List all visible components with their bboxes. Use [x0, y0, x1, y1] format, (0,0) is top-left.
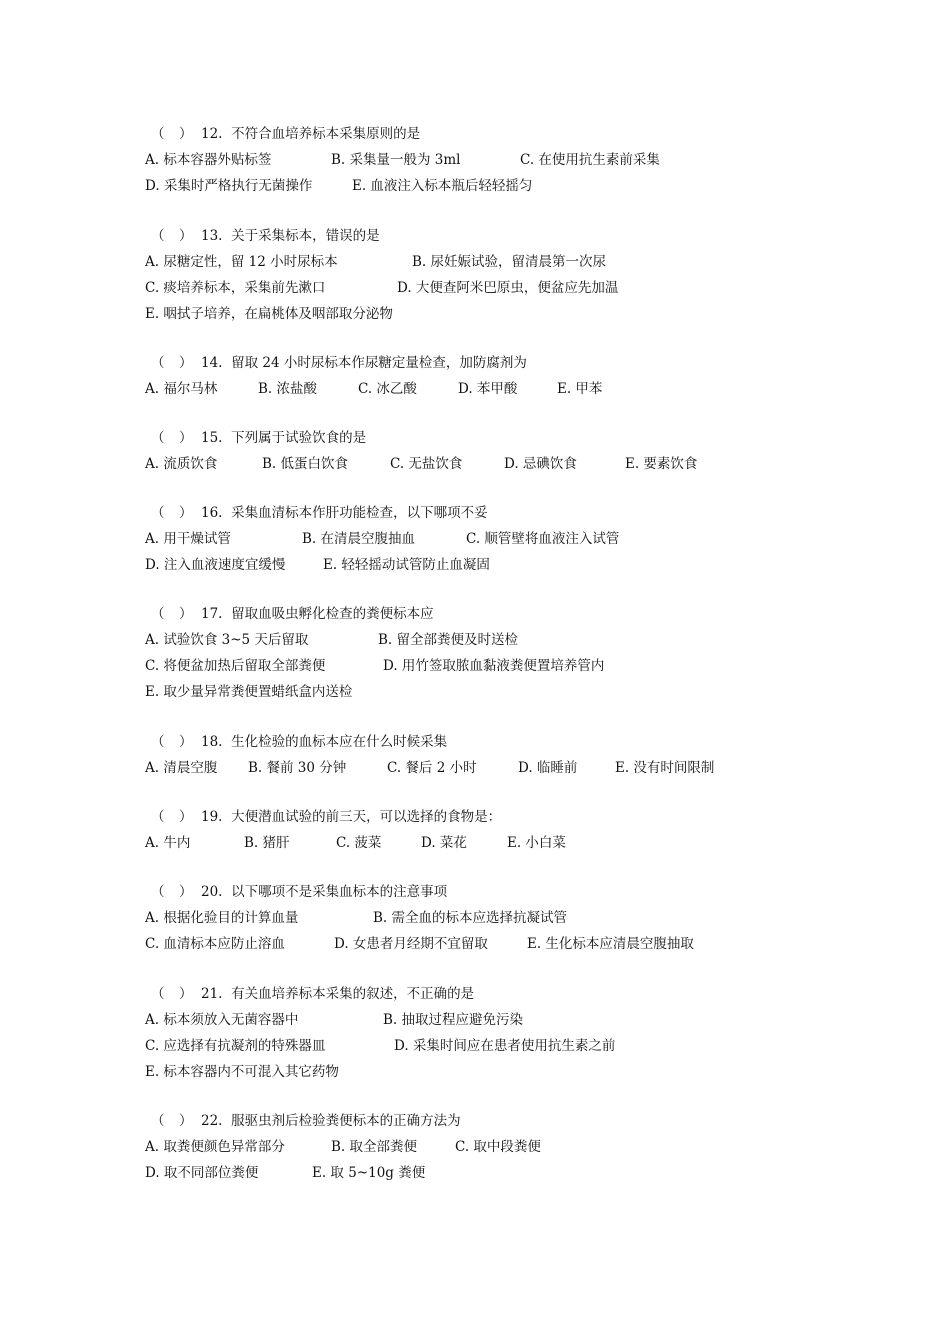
question-13-stem: 13. 关于采集标本，错误的是 — [201, 228, 380, 244]
question-16-stem: 16. 采集血清标本作肝功能检查，以下哪项不妥 — [201, 505, 488, 521]
option-b: B. 尿妊娠试验，留清晨第一次尿 — [412, 254, 607, 270]
answer-paren-close: ） — [179, 606, 193, 622]
option-b: B. 取全部粪便 — [331, 1139, 418, 1155]
answer-paren-open: （ — [151, 430, 165, 446]
option-e: E. 甲苯 — [557, 381, 603, 397]
option-d: D. 采集时严格执行无菌操作 — [145, 178, 313, 194]
answer-paren-close: ） — [179, 505, 193, 521]
option-e: E. 取少量异常粪便置蜡纸盒内送检 — [145, 684, 353, 700]
answer-paren-close: ） — [179, 228, 193, 244]
answer-paren-open: （ — [151, 986, 165, 1002]
question-21-stem: 21. 有关血培养标本采集的叙述，不正确的是 — [201, 986, 475, 1002]
option-b: B. 浓盐酸 — [258, 381, 318, 397]
answer-paren-open: （ — [151, 355, 165, 371]
option-b: B. 留全部粪便及时送检 — [378, 632, 519, 648]
question-22-stem: 22. 服驱虫剂后检验粪便标本的正确方法为 — [201, 1113, 461, 1129]
answer-paren-open: （ — [151, 809, 165, 825]
option-b: B. 在清晨空腹抽血 — [302, 531, 416, 547]
answer-paren-close: ） — [179, 355, 193, 371]
option-a: A. 用干燥试管 — [145, 531, 231, 547]
answer-paren-close: ） — [179, 430, 193, 446]
question-19-stem: 19. 大便潜血试验的前三天，可以选择的食物是： — [201, 809, 502, 825]
option-c: C. 应选择有抗凝剂的特殊器皿 — [145, 1038, 326, 1054]
option-e: E. 标本容器内不可混入其它药物 — [145, 1064, 339, 1080]
option-c: C. 血清标本应防止溶血 — [145, 936, 285, 952]
option-d: D. 苯甲酸 — [458, 381, 518, 397]
answer-paren-open: （ — [151, 126, 165, 142]
question-15-stem: 15. 下列属于试验饮食的是 — [201, 430, 367, 446]
option-c: C. 无盐饮食 — [390, 456, 463, 472]
option-d: D. 采集时间应在患者使用抗生素之前 — [394, 1038, 616, 1054]
answer-paren-close: ） — [179, 884, 193, 900]
option-c: C. 在使用抗生素前采集 — [520, 152, 660, 168]
option-e: E. 取 5~10g 粪便 — [312, 1165, 426, 1181]
option-a: A. 标本须放入无菌容器中 — [145, 1012, 299, 1028]
option-d: D. 忌碘饮食 — [504, 456, 577, 472]
option-e: E. 咽拭子培养，在扁桃体及咽部取分泌物 — [145, 306, 393, 322]
option-a: A. 试验饮食 3~5 天后留取 — [145, 632, 309, 648]
option-e: E. 血液注入标本瓶后轻轻摇匀 — [352, 178, 533, 194]
option-d: D. 注入血液速度宜缓慢 — [145, 557, 286, 573]
option-b: B. 需全血的标本应选择抗凝试管 — [373, 910, 568, 926]
option-a: A. 福尔马林 — [145, 381, 218, 397]
answer-paren-close: ） — [179, 1113, 193, 1129]
option-d: D. 菜花 — [421, 835, 467, 851]
answer-paren-close: ） — [179, 734, 193, 750]
answer-paren-open: （ — [151, 1113, 165, 1129]
option-e: E. 生化标本应清晨空腹抽取 — [527, 936, 694, 952]
option-a: A. 流质饮食 — [145, 456, 218, 472]
option-b: B. 抽取过程应避免污染 — [383, 1012, 524, 1028]
option-b: B. 低蛋白饮食 — [262, 456, 349, 472]
option-c: C. 取中段粪便 — [455, 1139, 541, 1155]
option-a: A. 清晨空腹 — [145, 760, 218, 776]
question-20-stem: 20. 以下哪项不是采集血标本的注意事项 — [201, 884, 448, 900]
question-14-stem: 14. 留取 24 小时尿标本作尿糖定量检查，加防腐剂为 — [201, 355, 527, 371]
option-c: C. 顺管壁将血液注入试管 — [466, 531, 620, 547]
option-e: E. 轻轻摇动试管防止血凝固 — [323, 557, 490, 573]
option-c: C. 餐后 2 小时 — [387, 760, 477, 776]
option-e: E. 小白菜 — [507, 835, 566, 851]
question-17-stem: 17. 留取血吸虫孵化检查的粪便标本应 — [201, 606, 434, 622]
option-e: E. 要素饮食 — [625, 456, 698, 472]
option-c: C. 痰培养标本，采集前先漱口 — [145, 280, 326, 296]
option-d: D. 临睡前 — [518, 760, 578, 776]
option-d: D. 女患者月经期不宜留取 — [334, 936, 488, 952]
option-a: A. 牛内 — [145, 835, 191, 851]
option-d: D. 用竹签取脓血黏液粪便置培养管内 — [383, 658, 605, 674]
option-c: C. 菠菜 — [336, 835, 382, 851]
answer-paren-open: （ — [151, 606, 165, 622]
option-b: B. 采集量一般为 3ml — [331, 152, 461, 168]
option-c: C. 将便盆加热后留取全部粪便 — [145, 658, 326, 674]
answer-paren-open: （ — [151, 884, 165, 900]
option-d: D. 大便查阿米巴原虫，便盆应先加温 — [397, 280, 619, 296]
answer-paren-open: （ — [151, 228, 165, 244]
option-d: D. 取不同部位粪便 — [145, 1165, 259, 1181]
option-a: A. 取粪便颜色异常部分 — [145, 1139, 285, 1155]
answer-paren-close: ） — [179, 986, 193, 1002]
question-12-stem: 12. 不符合血培养标本采集原则的是 — [201, 126, 421, 142]
option-b: B. 餐前 30 分钟 — [248, 760, 347, 776]
option-e: E. 没有时间限制 — [615, 760, 715, 776]
option-a: A. 标本容器外贴标签 — [145, 152, 272, 168]
answer-paren-close: ） — [179, 126, 193, 142]
answer-paren-open: （ — [151, 734, 165, 750]
question-18-stem: 18. 生化检验的血标本应在什么时候采集 — [201, 734, 448, 750]
option-a: A. 根据化验目的计算血量 — [145, 910, 299, 926]
answer-paren-open: （ — [151, 505, 165, 521]
option-b: B. 猪肝 — [244, 835, 290, 851]
answer-paren-close: ） — [179, 809, 193, 825]
option-a: A. 尿糖定性，留 12 小时尿标本 — [145, 254, 338, 270]
option-c: C. 冰乙酸 — [358, 381, 417, 397]
